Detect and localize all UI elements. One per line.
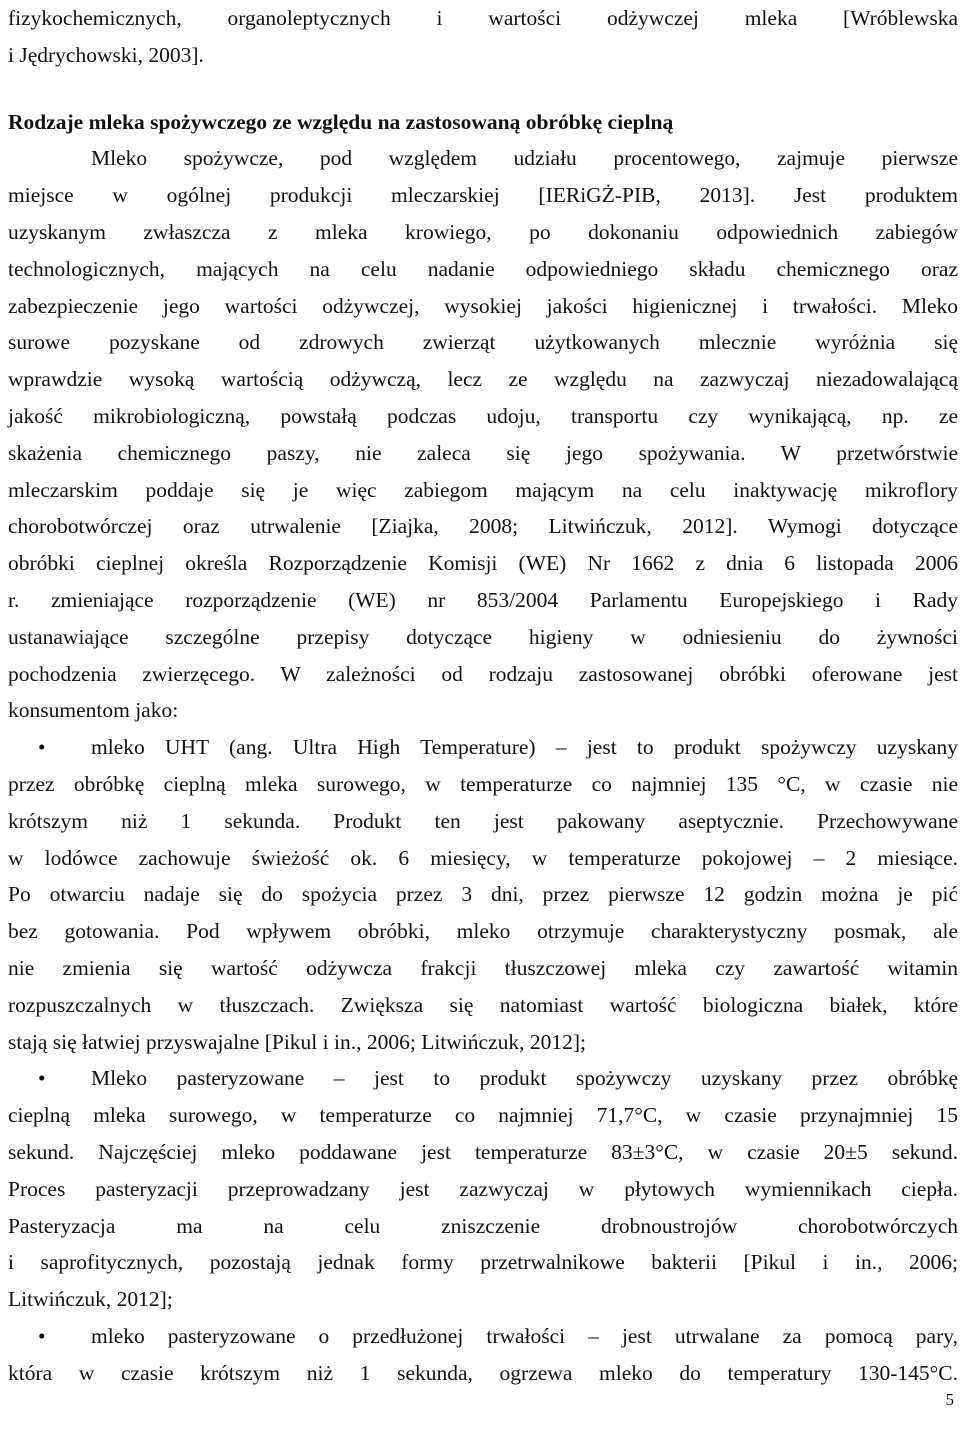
text-line: stają się łatwiej przyswajalne [Pikul i in., 2006; Litwińczuk, 2012];	[8, 1029, 586, 1054]
text-line: skażenia chemicznego paszy, nie zaleca się jego spożywania. W przetwórstwie	[8, 440, 958, 465]
text-line: Po otwarciu nadaje się do spożycia przez 3 dni, przez pierwsze 12 godzin można je pić	[8, 882, 958, 907]
text-line: sekund. Najczęściej mleko poddawane jest temperaturze 83±3°C, w czasie 20±5 sekund.	[8, 1139, 958, 1164]
text-line: mleczarskim poddaje się je więc zabiegom mającym na celu inaktywację mikroflory	[8, 477, 958, 502]
text-line: przez obróbkę cieplną mleka surowego, w temperaturze co najmniej 135 °C, w czasie nie	[8, 771, 958, 796]
text-line: nie zmienia się wartość odżywcza frakcji tłuszczowej mleka czy zawartość witamin	[8, 955, 958, 980]
text-line: chorobotwórczej oraz utrwalenie [Ziajka, 2008; Litwińczuk, 2012]. Wymogi dotyczące	[8, 514, 958, 539]
text-line: obróbki cieplnej określa Rozporządzenie Komisji (WE) Nr 1662 z dnia 6 listopada 2006	[8, 551, 958, 576]
text-line: r. zmieniające rozporządzenie (WE) nr 853/2004 Parlamentu Europejskiego i Rady	[8, 587, 958, 612]
bullet-first-line: mleko UHT (ang. Ultra High Temperature) – jest to produkt spożywczy uzyskany	[91, 735, 958, 760]
bullet-icon: •	[38, 735, 46, 760]
bullet-first-line: Mleko pasteryzowane – jest to produkt spożywczy uzyskany przez obróbkę	[91, 1066, 958, 1091]
text-line: i saprofitycznych, pozostają jednak formy przetrwalnikowe bakterii [Pikul i in., 2006;	[8, 1250, 958, 1275]
bullet-item-pasteurized	[8, 1060, 958, 1318]
text-line: konsumentom jako:	[8, 698, 179, 723]
text-line: miejsce w ogólnej produkcji mleczarskiej [IERiGŻ-PIB, 2013]. Jest produktem	[8, 183, 958, 208]
text-line: surowe pozyskane od zdrowych zwierząt użytkowanych mlecznie wyróżnia się	[8, 330, 958, 355]
text-line: ustanawiające szczególne przepisy dotyczące higieny w odniesieniu do żywności	[8, 624, 958, 649]
text-line: fizykochemicznych, organoleptycznych i wartości odżywczej mleka [Wróblewska	[8, 6, 958, 30]
page-number: 5	[945, 1390, 954, 1409]
bullet-icon: •	[38, 1066, 46, 1091]
text-line: Proces pasteryzacji przeprowadzany jest zazwyczaj w płytowych wymiennikach ciepła.	[8, 1176, 958, 1201]
text-line: jakość mikrobiologiczną, powstałą podczas udoju, transportu czy wynikającą, np. ze	[8, 403, 958, 428]
text-line: krótszym niż 1 sekunda. Produkt ten jest pakowany aseptycznie. Przechowywane	[8, 808, 958, 833]
text-line: zabezpieczenie jego wartości odżywczej, wysokiej jakości higienicznej i trwałości. Mleko	[8, 293, 958, 318]
text-line: i Jędrychowski, 2003].	[8, 42, 204, 67]
text-line: rozpuszczalnych w tłuszczach. Zwiększa się natomiast wartość biologiczna białek, które	[8, 992, 958, 1017]
text-line: w lodówce zachowuje świeżość ok. 6 miesięcy, w temperaturze pokojowej – 2 miesiące.	[8, 845, 958, 870]
text-line: która w czasie krótszym niż 1 sekunda, ogrzewa mleko do temperatury 130-145°C.	[8, 1360, 958, 1385]
text-line: bez gotowania. Pod wpływem obróbki, mleko otrzymuje charakterystyczny posmak, ale	[8, 919, 958, 944]
bullet-item-esl	[8, 1318, 958, 1392]
bullet-item-uht	[8, 729, 958, 1060]
bullet-first-line: mleko pasteryzowane o przedłużonej trwałości – jest utrwalane za pomocą pary,	[91, 1323, 958, 1348]
text-line: uzyskanym zwłaszcza z mleka krowiego, po dokonaniu odpowiednich zabiegów	[8, 219, 958, 244]
text-line: pochodzenia zwierzęcego. W zależności od rodzaju zastosowanej obróbki oferowane jest	[8, 661, 958, 686]
text-line: Mleko spożywcze, pod względem udziału procentowego, zajmuje pierwsze	[91, 146, 958, 171]
document-page	[8, 0, 958, 1391]
intro-paragraph	[8, 0, 958, 74]
body-paragraph	[8, 140, 958, 729]
text-line: technologicznych, mających na celu nadanie odpowiedniego składu chemicznego oraz	[8, 256, 958, 281]
section-heading: Rodzaje mleka spożywczego ze względu na zastosowaną obróbkę cieplną	[8, 109, 674, 134]
text-line: Litwińczuk, 2012];	[8, 1287, 173, 1312]
text-line: wprawdzie wysoką wartością odżywczą, lecz ze względu na zazwyczaj niezadowalającą	[8, 367, 958, 392]
text-line: cieplną mleka surowego, w temperaturze co najmniej 71,7°C, w czasie przynajmniej 15	[8, 1103, 958, 1128]
bullet-icon: •	[38, 1323, 46, 1348]
text-line: Pasteryzacja ma na celu zniszczenie drobnoustrojów chorobotwórczych	[8, 1213, 958, 1238]
